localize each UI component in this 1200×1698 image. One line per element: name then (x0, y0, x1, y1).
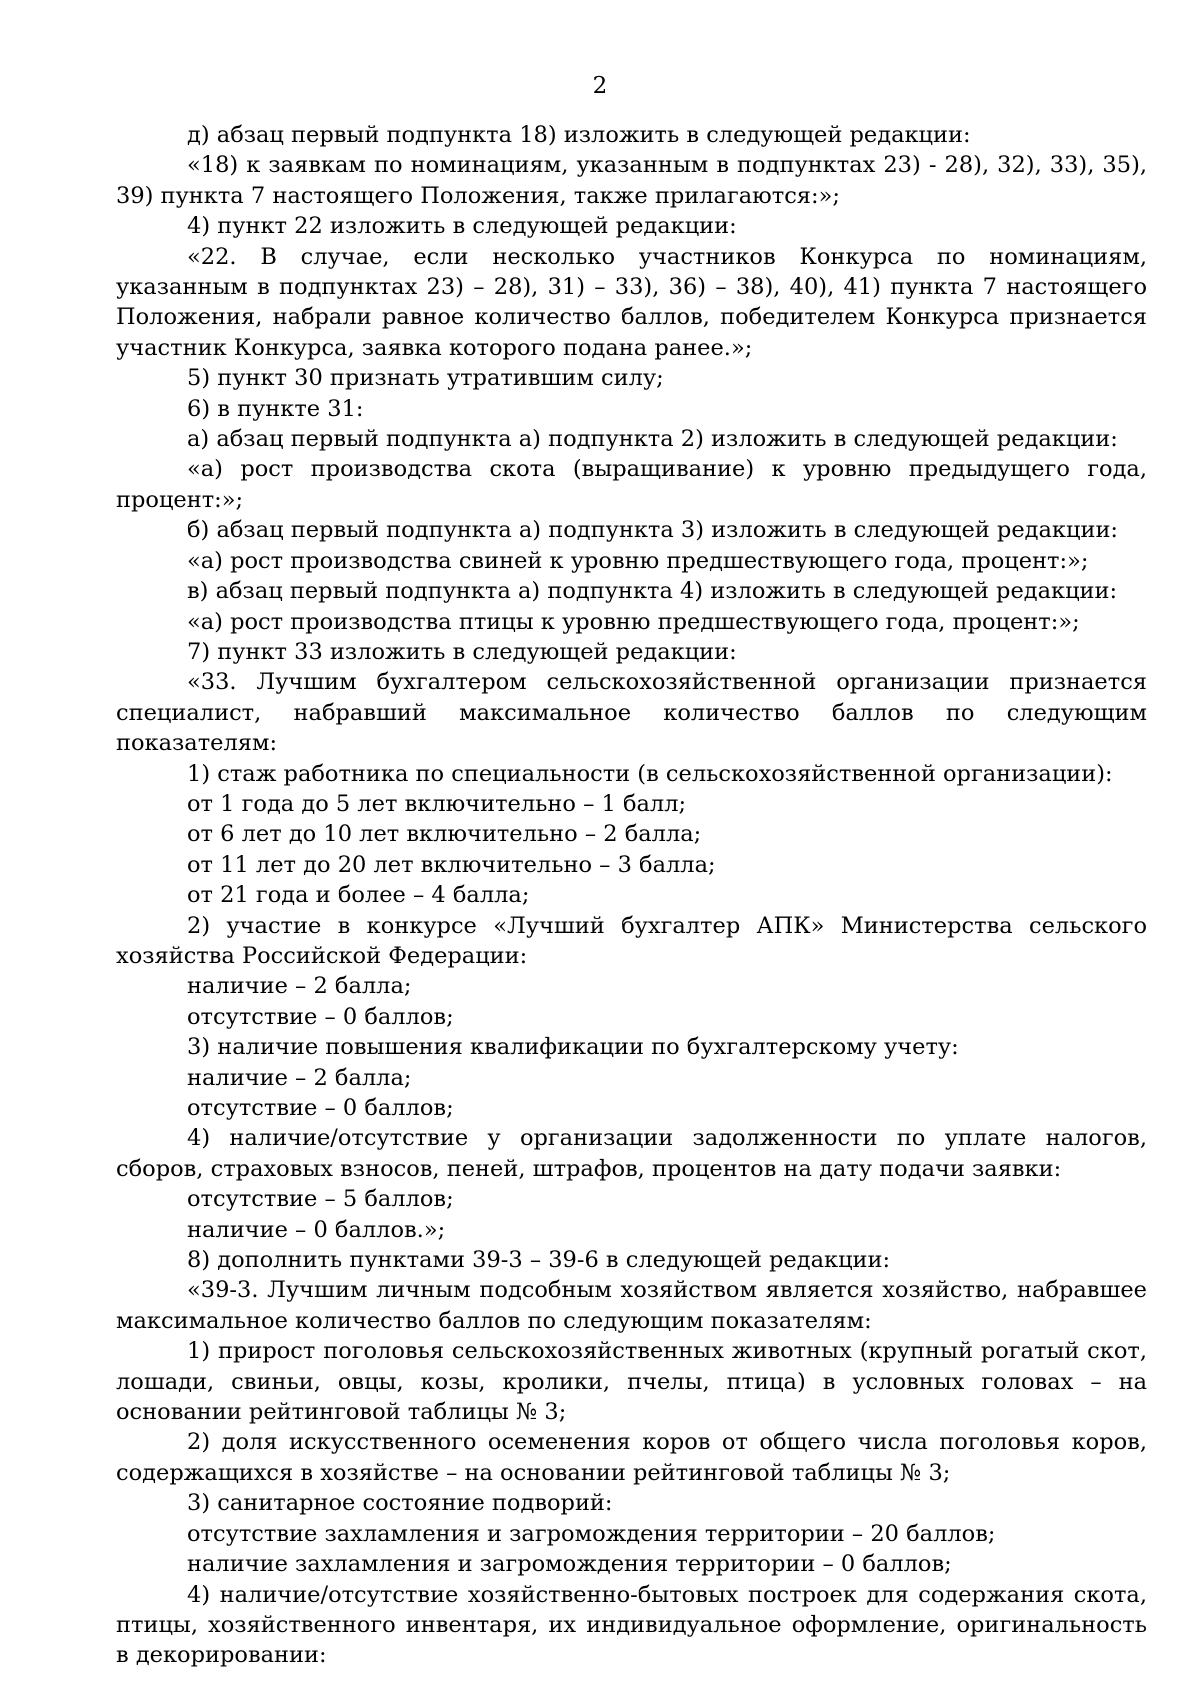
paragraph: 6) в пункте 31: (187, 395, 364, 422)
paragraph: 1) прирост поголовья сельскохозяйственных животных (крупный рогатый скот, лошади, свиньи, овцы, козы, кролики, пчелы, птица) в условных головах – на основании рейтинговой таблицы № 3; (116, 1338, 1147, 1426)
paragraph: 1) стаж работника по специальности (в сельскохозяйственной организации): (187, 760, 1113, 787)
paragraph: 4) наличие/отсутствие у организации задолженности по уплате налогов, сборов, страховых взносов, пеней, штрафов, процентов на дату подачи заявки: (116, 1125, 1147, 1182)
paragraph: «а) рост производства скота (выращивание) к уровню предыдущего года, процент:»; (116, 456, 1147, 513)
paragraph: отсутствие – 0 баллов; (187, 1003, 454, 1030)
paragraph: 5) пункт 30 признать утратившим силу; (187, 365, 664, 392)
paragraph: 3) наличие повышения квалификации по бухгалтерскому учету: (187, 1034, 959, 1061)
paragraph: 4) пункт 22 изложить в следующей редакции: (187, 213, 737, 240)
paragraph: от 1 года до 5 лет включительно – 1 балл; (187, 790, 687, 817)
page-number: 2 (592, 73, 608, 99)
paragraph: от 21 года и более – 4 балла; (187, 882, 530, 909)
paragraph: а) абзац первый подпункта а) подпункта 2) изложить в следующей редакции: (187, 426, 1118, 453)
paragraph: «33. Лучшим бухгалтером сельскохозяйственной организации признается специалист, набравший максимальное количество баллов по следующим показателям: (116, 669, 1147, 757)
paragraph: «а) рост производства птицы к уровню предшествующего года, процент:»; (187, 608, 1080, 635)
paragraph: наличие – 0 баллов.»; (187, 1216, 446, 1243)
paragraph: д) абзац первый подпункта 18) изложить в следующей редакции: (187, 122, 971, 148)
paragraph: «а) рост производства свиней к уровню предшествующего года, процент:»; (187, 547, 1089, 574)
paragraph: наличие – 2 балла; (187, 1064, 412, 1091)
paragraph: от 11 лет до 20 лет включительно – 3 балла; (187, 851, 716, 878)
paragraph: б) абзац первый подпункта а) подпункта 3) изложить в следующей редакции: (187, 517, 1119, 544)
document-body (116, 120, 1147, 1671)
paragraph: 7) пункт 33 изложить в следующей редакции: (187, 638, 737, 665)
paragraph: 2) участие в конкурсе «Лучший бухгалтер АПК» Министерства сельского хозяйства Российской Федерации: (116, 912, 1147, 969)
paragraph: «22. В случае, если несколько участников Конкурса по номинациям, указанным в подпунктах 23) – 28), 31) – 33), 36) – 38), 40), 41) пункта 7 настоящего Положения, набрали равное количество баллов, победителем Конкурса признается участник Конкурса, заявка которого подана ранее.»; (116, 243, 1147, 361)
paragraph: отсутствие захламления и загромождения территории – 20 баллов; (187, 1520, 996, 1547)
paragraph: наличие захламления и загромождения территории – 0 баллов; (187, 1551, 952, 1578)
paragraph: от 6 лет до 10 лет включительно – 2 балла; (187, 821, 702, 848)
paragraph: наличие – 2 балла; (187, 973, 412, 1000)
paragraph: отсутствие – 5 баллов; (187, 1186, 454, 1213)
paragraph: отсутствие – 0 баллов; (187, 1095, 454, 1121)
paragraph: в) абзац первый подпункта а) подпункта 4) изложить в следующей редакции: (187, 578, 1118, 605)
paragraph: 8) дополнить пунктами 39-3 – 39-6 в следующей редакции: (187, 1247, 891, 1274)
paragraph: «18) к заявкам по номинациям, указанным в подпунктах 23) - 28), 32), 33), 35), 39) пункта 7 настоящего Положения, также прилагаются:»; (116, 152, 1147, 209)
paragraph: «39-3. Лучшим личным подсобным хозяйством является хозяйство, набравшее максимальное количество баллов по следующим показателям: (116, 1277, 1147, 1334)
paragraph: 2) доля искусственного осеменения коров от общего числа поголовья коров, содержащихся в хозяйстве – на основании рейтинговой таблицы № 3; (116, 1429, 1147, 1486)
paragraph: 3) санитарное состояние подворий: (187, 1490, 613, 1517)
paragraph: 4) наличие/отсутствие хозяйственно-бытовых построек для содержания скота, птицы, хозяйственного инвентаря, их индивидуальное оформление, оригинальность в декорировании: (116, 1581, 1147, 1669)
